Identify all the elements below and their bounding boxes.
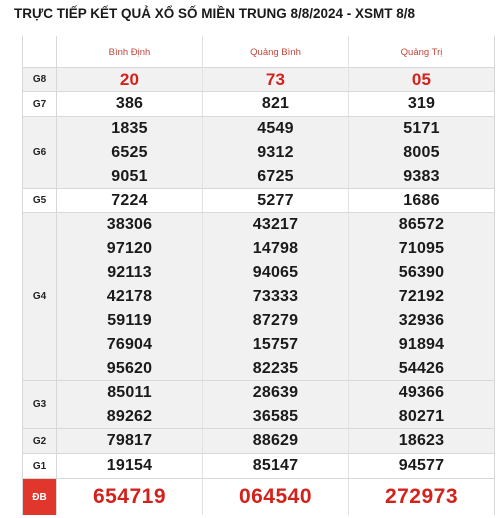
prize-label: G6 bbox=[23, 117, 57, 188]
result-number: 6525 bbox=[111, 143, 148, 161]
result-number: 32936 bbox=[398, 311, 445, 329]
result-number: 49366 bbox=[398, 383, 445, 401]
result-cell bbox=[203, 454, 349, 478]
result-number: 95620 bbox=[106, 359, 153, 377]
result-number: 43217 bbox=[252, 215, 299, 233]
result-number: 18623 bbox=[398, 432, 445, 449]
prize-row-db bbox=[23, 479, 494, 515]
prize-label: G4 bbox=[23, 213, 57, 380]
result-cell bbox=[57, 429, 203, 453]
result-number: 38306 bbox=[106, 215, 153, 233]
result-number: 272973 bbox=[384, 485, 459, 508]
result-number: 72192 bbox=[398, 287, 445, 305]
result-cell bbox=[349, 92, 494, 116]
prize-label: G5 bbox=[23, 189, 57, 212]
result-cell bbox=[57, 189, 203, 212]
result-number: 97120 bbox=[106, 239, 153, 257]
result-number: 42178 bbox=[106, 287, 153, 305]
result-number: 1835 bbox=[111, 119, 148, 137]
result-number: 73 bbox=[265, 69, 286, 89]
prize-label: G7 bbox=[23, 92, 57, 116]
result-number: 386 bbox=[115, 95, 144, 112]
province-cell bbox=[57, 36, 203, 68]
result-number: 54426 bbox=[398, 359, 445, 377]
page-title: TRỰC TIẾP KẾT QUẢ XỔ SỐ MIỀN TRUNG 8/8/2024 - XSMT 8/8 bbox=[14, 6, 416, 21]
prize-row-g8 bbox=[23, 68, 494, 92]
prize-row-g4 bbox=[23, 213, 494, 381]
result-number: 73333 bbox=[252, 287, 299, 305]
result-number: 92113 bbox=[107, 263, 152, 281]
prize-label: G3 bbox=[23, 381, 57, 428]
result-number: 87279 bbox=[252, 311, 299, 329]
result-number: 15757 bbox=[252, 335, 299, 353]
result-cell bbox=[57, 68, 203, 91]
result-number: 05 bbox=[411, 69, 432, 89]
result-cell bbox=[349, 189, 494, 212]
result-number: 4549 bbox=[257, 119, 294, 137]
result-number: 064540 bbox=[238, 485, 313, 508]
result-number: 6725 bbox=[257, 167, 294, 185]
result-number: 9312 bbox=[257, 143, 294, 161]
result-cell bbox=[203, 479, 349, 515]
result-cell bbox=[203, 429, 349, 453]
result-cell bbox=[57, 117, 203, 188]
result-number: 71095 bbox=[398, 239, 445, 257]
result-number: 86572 bbox=[398, 215, 445, 233]
result-number: 85147 bbox=[252, 457, 299, 474]
result-cell bbox=[203, 213, 349, 380]
result-cell bbox=[57, 479, 203, 515]
prize-label: G2 bbox=[23, 429, 57, 453]
prize-row-g7 bbox=[23, 92, 494, 117]
province-cell bbox=[203, 36, 349, 68]
result-number: 94065 bbox=[252, 263, 299, 281]
province-name[interactable]: Quảng Trị bbox=[400, 46, 443, 58]
result-number: 7224 bbox=[111, 191, 148, 209]
prize-label: G8 bbox=[23, 68, 57, 91]
prize-row-g5 bbox=[23, 189, 494, 213]
prize-label: G1 bbox=[23, 454, 57, 478]
prize-row-g2 bbox=[23, 429, 494, 454]
result-number: 80271 bbox=[398, 407, 445, 425]
result-cell bbox=[349, 117, 494, 188]
province-header-row bbox=[23, 36, 494, 68]
results-table bbox=[22, 36, 495, 515]
result-number: 821 bbox=[261, 95, 290, 112]
prize-row-g3 bbox=[23, 381, 494, 429]
result-number: 89262 bbox=[106, 407, 153, 425]
result-number: 76904 bbox=[106, 335, 153, 353]
result-number: 14798 bbox=[252, 239, 299, 257]
result-number: 5171 bbox=[403, 119, 440, 137]
result-number: 9051 bbox=[111, 167, 148, 185]
result-cell bbox=[57, 213, 203, 380]
result-cell bbox=[349, 454, 494, 478]
result-cell bbox=[349, 381, 494, 428]
result-number: 28639 bbox=[252, 383, 299, 401]
result-number: 654719 bbox=[92, 485, 167, 508]
result-number: 36585 bbox=[252, 407, 299, 425]
result-number: 88629 bbox=[252, 432, 299, 449]
result-number: 91894 bbox=[398, 335, 445, 353]
result-cell bbox=[203, 189, 349, 212]
result-number: 59119 bbox=[107, 311, 152, 329]
result-cell bbox=[349, 213, 494, 380]
result-cell bbox=[57, 381, 203, 428]
result-number: 5277 bbox=[257, 191, 294, 209]
result-cell bbox=[203, 92, 349, 116]
result-cell bbox=[203, 381, 349, 428]
result-number: 79817 bbox=[106, 432, 153, 449]
result-cell bbox=[57, 92, 203, 116]
result-cell bbox=[203, 68, 349, 91]
result-number: 9383 bbox=[403, 167, 440, 185]
result-number: 19154 bbox=[106, 457, 153, 474]
result-number: 319 bbox=[407, 95, 436, 112]
province-name[interactable]: Bình Định bbox=[108, 46, 151, 58]
province-name[interactable]: Quảng Bình bbox=[250, 46, 301, 58]
result-number: 94577 bbox=[398, 457, 445, 474]
result-cell bbox=[349, 429, 494, 453]
result-number: 85011 bbox=[107, 383, 152, 401]
result-number: 20 bbox=[119, 69, 140, 89]
result-number: 1686 bbox=[403, 191, 440, 209]
province-cell bbox=[349, 36, 494, 68]
prize-label: ĐB bbox=[23, 479, 57, 515]
result-number: 82235 bbox=[252, 359, 299, 377]
result-number: 56390 bbox=[398, 263, 445, 281]
result-cell bbox=[203, 117, 349, 188]
prize-row-g1 bbox=[23, 454, 494, 479]
prize-row-g6 bbox=[23, 117, 494, 189]
result-cell bbox=[349, 68, 494, 91]
result-cell bbox=[57, 454, 203, 478]
result-number: 8005 bbox=[403, 143, 440, 161]
header-corner bbox=[23, 36, 57, 67]
result-cell bbox=[349, 479, 494, 515]
